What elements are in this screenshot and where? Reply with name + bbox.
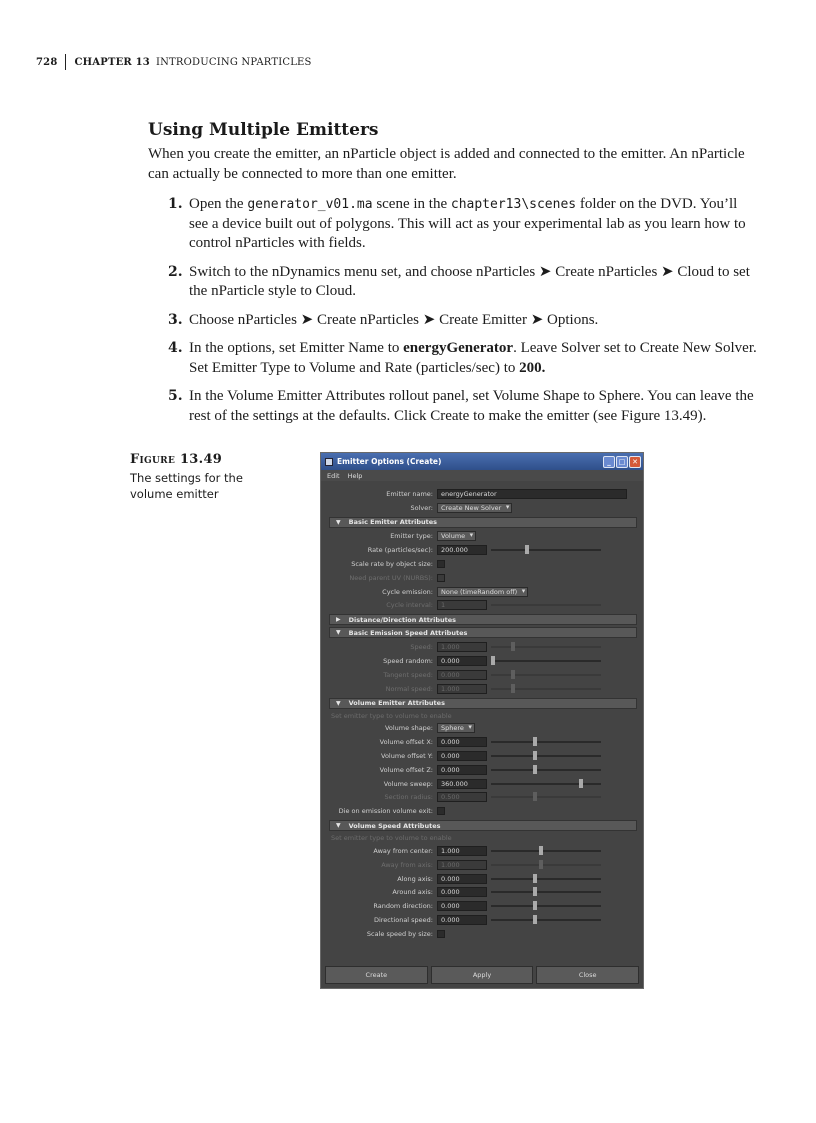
speed-random-label: Speed random: bbox=[383, 657, 433, 666]
tangent-speed-input[interactable]: 0.000 bbox=[437, 670, 487, 680]
step-item bbox=[148, 339, 758, 378]
random-direction-label: Random direction: bbox=[373, 902, 433, 911]
rate-row bbox=[329, 543, 637, 557]
slider-knob[interactable] bbox=[511, 684, 515, 693]
running-header bbox=[36, 55, 312, 69]
step-text: Choose nParticles ➤ Create nParticles ➤ Create Emitter ➤ Options. bbox=[189, 311, 599, 328]
speed-input[interactable]: 1.000 bbox=[437, 642, 487, 652]
along-axis-label: Along axis: bbox=[397, 874, 433, 883]
rate-input[interactable]: 200.000 bbox=[437, 545, 487, 555]
emitter-name-row bbox=[329, 487, 637, 501]
volume-offset-y-label: Volume offset Y: bbox=[381, 752, 433, 761]
section-label: Basic Emitter Attributes bbox=[348, 518, 438, 527]
step-text: folder on the DVD. You’ll see a device built out of polygons. This will act as your experimental lab as you learn how to control nParticles with fields. bbox=[189, 196, 746, 251]
around-axis-slider[interactable] bbox=[491, 891, 601, 893]
scale-speed-label: Scale speed by size: bbox=[366, 929, 433, 938]
volume-sweep-label: Volume sweep: bbox=[383, 779, 433, 788]
close-button[interactable]: Close bbox=[536, 966, 639, 984]
close-icon[interactable]: ✕ bbox=[629, 456, 641, 468]
slider-knob[interactable] bbox=[533, 751, 537, 760]
away-axis-row bbox=[329, 858, 637, 872]
volume-offset-z-row bbox=[329, 763, 637, 777]
away-center-row bbox=[329, 844, 637, 858]
rate-slider[interactable] bbox=[491, 549, 601, 551]
emitter-name-label: Emitter name: bbox=[386, 489, 433, 498]
volume-offset-y-slider[interactable] bbox=[491, 755, 601, 757]
volume-offset-y-row bbox=[329, 749, 637, 763]
along-axis-row bbox=[329, 872, 637, 886]
directional-speed-row bbox=[329, 913, 637, 927]
cycle-emission-row bbox=[329, 585, 637, 599]
figure-caption-text: The settings for the volume emitter bbox=[130, 471, 243, 501]
emitter-type-row bbox=[329, 530, 637, 544]
cycle-interval-row bbox=[329, 599, 637, 613]
emitter-options-window bbox=[320, 452, 644, 989]
normal-speed-row bbox=[329, 682, 637, 696]
emitter-type-select[interactable]: Volume ▾ bbox=[437, 531, 476, 541]
options-content bbox=[329, 487, 637, 941]
random-direction-row bbox=[329, 899, 637, 913]
folder-path: chapter13\scenes bbox=[450, 197, 577, 212]
expand-triangle-icon: ▼ bbox=[336, 822, 341, 830]
page-number: 728 bbox=[36, 56, 58, 68]
step-number: 3. bbox=[168, 311, 183, 328]
tangent-speed-row bbox=[329, 668, 637, 682]
speed-label: Speed: bbox=[410, 643, 433, 652]
menu-help[interactable]: Help bbox=[347, 471, 363, 480]
along-axis-slider[interactable] bbox=[491, 878, 601, 880]
normal-speed-label: Normal speed: bbox=[385, 684, 433, 693]
away-axis-input[interactable]: 1.000 bbox=[437, 860, 487, 870]
speed-random-row bbox=[329, 654, 637, 668]
button-bar bbox=[325, 966, 639, 984]
section-label: Distance/Direction Attributes bbox=[348, 615, 456, 624]
away-center-slider[interactable] bbox=[491, 850, 601, 852]
section-label: Basic Emission Speed Attributes bbox=[348, 628, 468, 637]
directional-speed-slider[interactable] bbox=[491, 919, 601, 921]
chapter-title: INTRODUCING NPARTICLES bbox=[155, 56, 312, 68]
slider-knob[interactable] bbox=[533, 887, 537, 896]
die-on-exit-label: Die on emission volume exit: bbox=[338, 807, 433, 816]
tangent-speed-label: Tangent speed: bbox=[383, 670, 433, 679]
step-item bbox=[148, 195, 758, 254]
step-number: 1. bbox=[168, 196, 183, 212]
scale-speed-checkbox[interactable] bbox=[437, 930, 445, 938]
slider-knob[interactable] bbox=[533, 874, 537, 883]
slider-knob[interactable] bbox=[579, 779, 583, 788]
cycle-interval-label: Cycle interval: bbox=[386, 601, 433, 610]
slider-knob[interactable] bbox=[533, 915, 537, 924]
section-label: Volume Speed Attributes bbox=[348, 821, 441, 830]
volume-speed-hint: Set emitter type to volume to enable bbox=[331, 834, 452, 843]
section-distance-direction[interactable] bbox=[329, 614, 637, 625]
window-title: Emitter Options (Create) bbox=[337, 457, 442, 466]
volume-offset-x-input[interactable]: 0.000 bbox=[437, 737, 487, 747]
cycle-interval-input[interactable]: 1 bbox=[437, 600, 487, 610]
speed-random-slider[interactable] bbox=[491, 660, 601, 662]
scale-rate-label: Scale rate by object size: bbox=[351, 560, 433, 569]
solver-label: Solver: bbox=[410, 503, 433, 512]
collapsed-triangle-icon: ▶ bbox=[336, 616, 341, 624]
die-on-exit-checkbox[interactable] bbox=[437, 807, 445, 815]
directional-speed-label: Directional speed: bbox=[373, 916, 433, 925]
volume-shape-select[interactable]: Sphere ▾ bbox=[437, 723, 475, 733]
cycle-interval-slider[interactable] bbox=[491, 604, 601, 606]
volume-offset-x-label: Volume offset X: bbox=[379, 738, 433, 747]
window-titlebar bbox=[321, 453, 643, 470]
slider-knob[interactable] bbox=[539, 860, 543, 869]
slider-knob[interactable] bbox=[511, 670, 515, 679]
section-radius-row bbox=[329, 791, 637, 805]
apply-button[interactable]: Apply bbox=[431, 966, 534, 984]
directional-speed-input[interactable]: 0.000 bbox=[437, 915, 487, 925]
rate-label: Rate (particles/sec): bbox=[367, 546, 433, 555]
volume-offset-y-input[interactable]: 0.000 bbox=[437, 751, 487, 761]
step-list bbox=[148, 195, 758, 435]
normal-speed-slider[interactable] bbox=[491, 688, 601, 690]
volume-sweep-row bbox=[329, 777, 637, 791]
around-axis-row bbox=[329, 886, 637, 900]
random-direction-slider[interactable] bbox=[491, 905, 601, 907]
along-axis-input[interactable]: 0.000 bbox=[437, 874, 487, 884]
speed-row bbox=[329, 640, 637, 654]
normal-speed-input[interactable]: 1.000 bbox=[437, 684, 487, 694]
step-text: Open the bbox=[189, 196, 248, 212]
slider-knob[interactable] bbox=[533, 737, 537, 746]
step-text: In the options, set Emitter Name to bbox=[189, 340, 404, 356]
volume-shape-row bbox=[329, 722, 637, 736]
volume-offset-z-input[interactable]: 0.000 bbox=[437, 765, 487, 775]
step-number: 4. bbox=[168, 340, 183, 356]
step-number: 2. bbox=[168, 263, 183, 280]
emitter-name-bold: energyGenerator bbox=[403, 340, 514, 356]
slider-knob[interactable] bbox=[511, 642, 515, 651]
volume-hint: Set emitter type to volume to enable bbox=[331, 711, 452, 720]
slider-knob[interactable] bbox=[533, 792, 537, 801]
parent-uv-row bbox=[329, 571, 637, 585]
scale-rate-checkbox[interactable] bbox=[437, 560, 445, 568]
away-center-input[interactable]: 1.000 bbox=[437, 846, 487, 856]
scale-rate-row bbox=[329, 557, 637, 571]
volume-offset-x-slider[interactable] bbox=[491, 741, 601, 743]
slider-knob[interactable] bbox=[525, 545, 529, 554]
expand-triangle-icon: ▼ bbox=[336, 518, 341, 526]
figure-number: Figure 13.49 bbox=[130, 452, 223, 467]
emitter-type-label: Emitter type: bbox=[390, 532, 433, 541]
speed-slider[interactable] bbox=[491, 646, 601, 648]
app-icon bbox=[325, 458, 333, 466]
figure-caption bbox=[130, 452, 260, 502]
step-item bbox=[148, 311, 758, 331]
step-text: In the Volume Emitter Attributes rollout panel, set Volume Shape to Sphere. You can leave the rest of the settings at the defaults. Click Create to make the emitter (see Figure 13.49). bbox=[189, 388, 754, 424]
volume-offset-z-slider[interactable] bbox=[491, 769, 601, 771]
chapter-label: CHAPTER 13 bbox=[74, 56, 150, 68]
solver-select[interactable]: Create New Solver ▾ bbox=[437, 503, 512, 513]
volume-offset-x-row bbox=[329, 735, 637, 749]
die-on-exit-row bbox=[329, 804, 637, 818]
volume-offset-z-label: Volume offset Z: bbox=[379, 765, 433, 774]
tangent-speed-slider[interactable] bbox=[491, 674, 601, 676]
volume-sweep-slider[interactable] bbox=[491, 783, 601, 785]
step-text: . Leave Solver set to Create New Solver. Set Emitter Type to Volume and Rate (particles/sec) to bbox=[189, 340, 757, 376]
section-basic-emitter[interactable] bbox=[329, 517, 637, 528]
volume-sweep-input[interactable]: 360.000 bbox=[437, 779, 487, 789]
section-radius-slider[interactable] bbox=[491, 796, 601, 798]
section-radius-input[interactable]: 0.500 bbox=[437, 792, 487, 802]
section-volume-emitter[interactable] bbox=[329, 698, 637, 709]
maximize-icon[interactable]: □ bbox=[616, 456, 628, 468]
parent-uv-checkbox[interactable] bbox=[437, 574, 445, 582]
step-item bbox=[148, 387, 758, 426]
away-center-label: Away from center: bbox=[373, 847, 433, 856]
away-axis-label: Away from axis: bbox=[381, 860, 433, 869]
menu-bar bbox=[321, 470, 643, 481]
step-text: scene in the bbox=[372, 196, 451, 212]
expand-triangle-icon: ▼ bbox=[336, 699, 341, 707]
file-name: generator_v01.ma bbox=[247, 197, 373, 212]
slider-knob[interactable] bbox=[491, 656, 495, 665]
section-title: Using Multiple Emitters bbox=[148, 120, 379, 140]
scale-speed-row bbox=[329, 927, 637, 941]
step-number: 5. bbox=[168, 388, 183, 404]
around-axis-input[interactable]: 0.000 bbox=[437, 887, 487, 897]
slider-knob[interactable] bbox=[533, 901, 537, 910]
section-radius-label: Section radius: bbox=[384, 793, 433, 802]
rate-bold: 200. bbox=[519, 359, 546, 376]
section-label: Volume Emitter Attributes bbox=[348, 699, 445, 708]
slider-knob[interactable] bbox=[539, 846, 543, 855]
header-divider bbox=[65, 54, 66, 70]
intro-paragraph: When you create the emitter, an nParticle object is added and connected to the emitter. An nParticle can actually be connected to more than one emitter. bbox=[148, 146, 745, 182]
minimize-icon[interactable]: _ bbox=[603, 456, 615, 468]
step-text: Switch to the nDynamics menu set, and choose nParticles ➤ Create nParticles ➤ Cloud to set the nParticle style to Cloud. bbox=[189, 263, 750, 299]
parent-uv-label: Need parent UV (NURBS): bbox=[349, 573, 433, 582]
expand-triangle-icon: ▼ bbox=[336, 629, 341, 637]
solver-row bbox=[329, 501, 637, 515]
slider-knob[interactable] bbox=[533, 765, 537, 774]
emitter-name-input[interactable]: energyGenerator bbox=[437, 489, 627, 499]
away-axis-slider[interactable] bbox=[491, 864, 601, 866]
random-direction-input[interactable]: 0.000 bbox=[437, 901, 487, 911]
cycle-emission-label: Cycle emission: bbox=[382, 587, 433, 596]
section-emission-speed[interactable] bbox=[329, 627, 637, 638]
menu-edit[interactable]: Edit bbox=[327, 471, 340, 480]
cycle-emission-select[interactable]: None (timeRandom off) ▾ bbox=[437, 587, 528, 597]
step-item bbox=[148, 263, 758, 302]
create-button[interactable]: Create bbox=[325, 966, 428, 984]
around-axis-label: Around axis: bbox=[392, 888, 433, 897]
section-volume-speed[interactable] bbox=[329, 820, 637, 831]
speed-random-input[interactable]: 0.000 bbox=[437, 656, 487, 666]
volume-shape-label: Volume shape: bbox=[384, 724, 433, 733]
